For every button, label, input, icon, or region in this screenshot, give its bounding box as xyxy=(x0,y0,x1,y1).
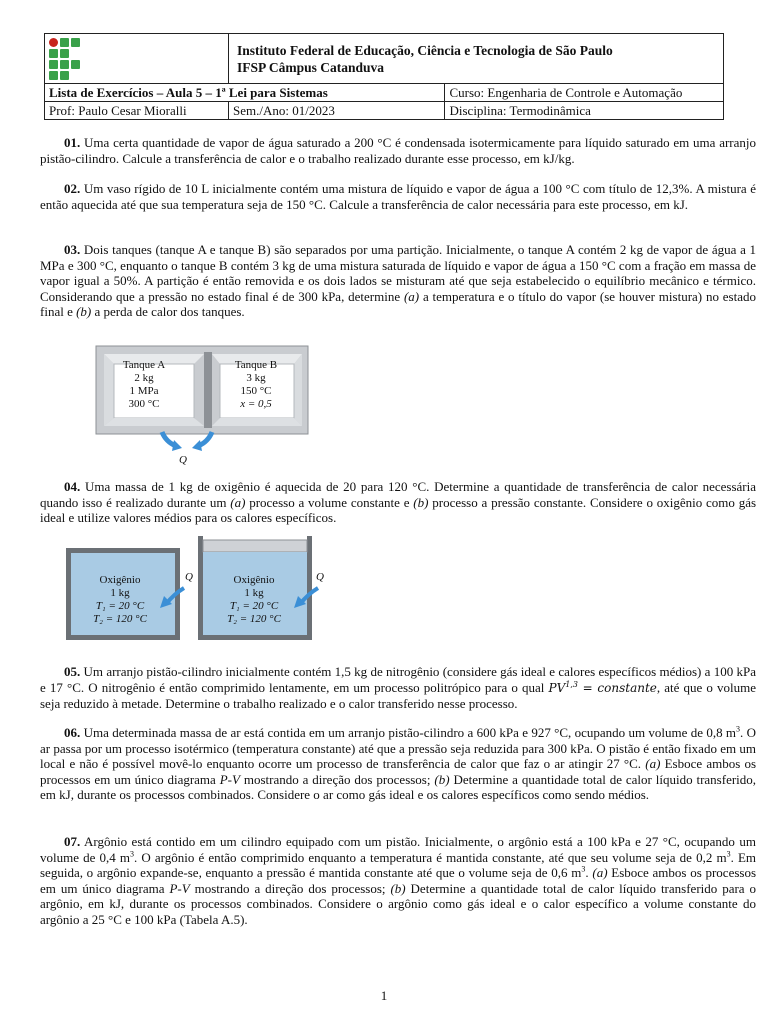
tank-a-pressure: 1 MPa xyxy=(129,385,159,397)
question-text: . Em seguida, o argônio expande-se, enquanto a pressão é mantida constante até que o volume seja de 0,6 m xyxy=(40,849,756,881)
question-text: Uma determinada massa de ar está contida em um arranjo pistão-cilindro a 600 kPa e 927 °C, ocupando um volume de 0,8 m xyxy=(83,725,737,740)
diagram-name: P-V xyxy=(219,771,240,787)
question-number: 01. xyxy=(64,135,81,150)
list-title: Lista de Exercícios – Aula 5 – 1ª Lei para Sistemas xyxy=(45,84,445,102)
superscript: 3 xyxy=(581,864,586,874)
question-number: 05. xyxy=(64,664,81,679)
tank-a-mass: 2 kg xyxy=(134,372,154,384)
oxygen-right-t1: T₁ = 20 °C xyxy=(229,600,279,612)
question-text: Esboce ambos os processos em um único diagrama xyxy=(40,865,757,896)
question-text: Determine a quantidade total de calor líquido transferido, em kJ, durante os processos combinados. Considere o ar como gás ideal e os calores específicos como sendo médios. xyxy=(40,771,757,803)
header-table xyxy=(44,33,724,120)
course: Curso: Engenharia de Controle e Automação xyxy=(445,84,724,102)
semester: Sem./Ano: 01/2023 xyxy=(229,102,445,120)
question-number: 02. xyxy=(64,181,81,196)
oxygen-left-mass: 1 kg xyxy=(110,587,130,599)
question-04 xyxy=(40,479,756,526)
tank-b-temperature: 150 °C xyxy=(240,385,272,397)
item-mark: (a) xyxy=(230,494,246,510)
diagram-name: P-V xyxy=(169,880,190,896)
superscript: 3 xyxy=(130,849,135,859)
tank-b-label: Tanque B xyxy=(234,359,278,371)
tank-a-label: Tanque A xyxy=(122,359,166,371)
item-mark: (a) xyxy=(403,288,420,304)
question-01 xyxy=(40,135,756,166)
discipline: Disciplina: Termodinâmica xyxy=(445,102,724,120)
equation-pv: PV xyxy=(548,680,566,695)
question-number: 07. xyxy=(64,834,81,849)
question-03 xyxy=(40,242,756,320)
superscript: 3 xyxy=(736,724,741,734)
professor: Prof: Paulo Cesar Mioralli xyxy=(45,102,229,120)
item-mark: (b) xyxy=(390,880,406,896)
equation-exponent: 1,3 xyxy=(565,679,578,689)
question-number: 04. xyxy=(64,479,81,494)
equation xyxy=(549,681,657,695)
logo-cell xyxy=(45,34,229,84)
oxygen-figure xyxy=(64,534,334,644)
campus-name: IFSP Câmpus Catanduva xyxy=(237,59,385,75)
question-text: Dois tanques (tanque A e tanque B) são separados por uma partição. Inicialmente, o tanque A contém 2 kg de vapor de água a 1 MPa e 300 °C, enquanto o tanque B contém 3 kg de uma mistura saturada de líquido e vapor de água a 150 °C com a fração em massa de vapor igual a 50%. A partição é então removida e os dois lados se misturam até que seja estabelecido o equilíbrio mecânico e térmico. Considerando que a pressão no estado final é de 300 kPa, determine xyxy=(40,242,757,304)
question-text: processo a volume constante e xyxy=(249,494,410,510)
item-mark: (a) xyxy=(592,865,608,881)
oxygen-left-label: Oxigênio xyxy=(99,574,141,586)
question-text: mostrando a direção dos processos; xyxy=(194,880,386,896)
item-mark: (a) xyxy=(645,756,661,772)
question-text: mostrando a direção dos processos; xyxy=(243,771,431,787)
question-text: . O ar passa por um processo isotérmico (temperatura constante) até que a pressão seja reduzida para 300 kPa. O pistão é então fixado em um local e não é possível movê-lo enquanto ocorre um processo de transferência de calor que faz o ar atingir 27 °C. xyxy=(40,725,757,772)
question-text: Um arranjo pistão-cilindro inicialmente contém 1,5 kg de nitrogênio (considere gás ideal e calores específicos médios) a 100 kPa e 17 °C. O nitrogênio é então comprimido lentamente, em um processo politrópico para o qual xyxy=(40,664,757,695)
heat-label: Q xyxy=(179,454,187,466)
question-text: Determine a quantidade total de calor líquido transferido para o argônio, em kJ, durante os processos combinados. Considere o argônio como gás ideal e o calor específico a volume constante do argônio a 25 °C e 100 kPa (Tabela A.5). xyxy=(40,880,756,927)
question-text: Um vaso rígido de 10 L inicialmente contém uma mistura de líquido e vapor de água a 100 °C com título de 12,3%. A mistura é então aquecida até que sua temperatura seja de 150 °C. Calcule a transferência de calor necessária para este processo, em kJ. xyxy=(40,181,757,212)
superscript: 3 xyxy=(726,849,731,859)
question-05 xyxy=(40,664,756,712)
tank-b-mass: 3 kg xyxy=(246,372,266,384)
question-text: , até que o volume seja reduzido à metade. Determine o trabalho realizado e o calor transferido nesse processo. xyxy=(40,679,756,712)
oxygen-right-mass: 1 kg xyxy=(244,587,264,599)
question-text: Argônio está contido em um cilindro equipado com um pistão. Inicialmente, o argônio está a 100 kPa e 27 °C, ocupando um volume de 0,4 m xyxy=(40,834,756,865)
tanks-figure xyxy=(94,342,324,467)
question-07 xyxy=(40,834,756,928)
heat-label-right: Q xyxy=(316,571,324,583)
oxygen-right-label: Oxigênio xyxy=(233,574,275,586)
oxygen-left-t1: T₁ = 20 °C xyxy=(95,600,145,612)
oxygen-right-t2: T₂ = 120 °C xyxy=(227,613,281,625)
question-text: Uma massa de 1 kg de oxigênio é aquecida de 20 para 120 °C. Determine a quantidade de transferência de calor necessária quando isso é realizado durante um xyxy=(40,479,757,510)
oxygen-left-t2: T₂ = 120 °C xyxy=(93,613,147,625)
equation-equals: = xyxy=(582,680,593,695)
question-number: 06. xyxy=(64,725,81,740)
question-number: 03. xyxy=(64,242,81,257)
question-06 xyxy=(40,725,756,803)
question-text: a temperatura e o título do vapor (se houver mistura) no estado final e xyxy=(40,288,756,320)
question-text: Esboce ambos os processos em um único diagrama xyxy=(40,756,756,787)
question-text: processo a pressão constante. Considere o oxigênio como gás ideal e utilize valores médios para os calores específicos. xyxy=(40,494,757,526)
item-mark: (b) xyxy=(434,771,450,787)
question-text: Uma certa quantidade de vapor de água saturado a 200 °C é condensada isotermicamente para líquido saturado em uma arranjo pistão-cilindro. Calcule a transferência de calor e o trabalho realizado durante esse processo, em kJ/kg. xyxy=(40,135,757,166)
tank-a-temperature: 300 °C xyxy=(128,398,160,410)
question-text: . xyxy=(585,865,589,881)
institute-cell xyxy=(229,34,724,84)
page-number: 1 xyxy=(380,988,388,1003)
item-mark: (b) xyxy=(76,304,92,320)
question-text: a perda de calor dos tanques. xyxy=(94,304,245,320)
question-text: . O argônio é então comprimido enquanto a temperatura é mantida constante, até que seu volume seja de 0,2 m xyxy=(134,849,727,865)
ifsp-logo-icon xyxy=(49,38,85,80)
heat-label-left: Q xyxy=(185,571,193,583)
equation-constant: constante xyxy=(597,680,657,695)
item-mark: (b) xyxy=(413,494,429,510)
tank-b-quality: x = 0,5 xyxy=(240,398,272,410)
institute-name: Instituto Federal de Educação, Ciência e Tecnologia de São Paulo xyxy=(237,42,613,58)
question-02 xyxy=(40,181,756,212)
